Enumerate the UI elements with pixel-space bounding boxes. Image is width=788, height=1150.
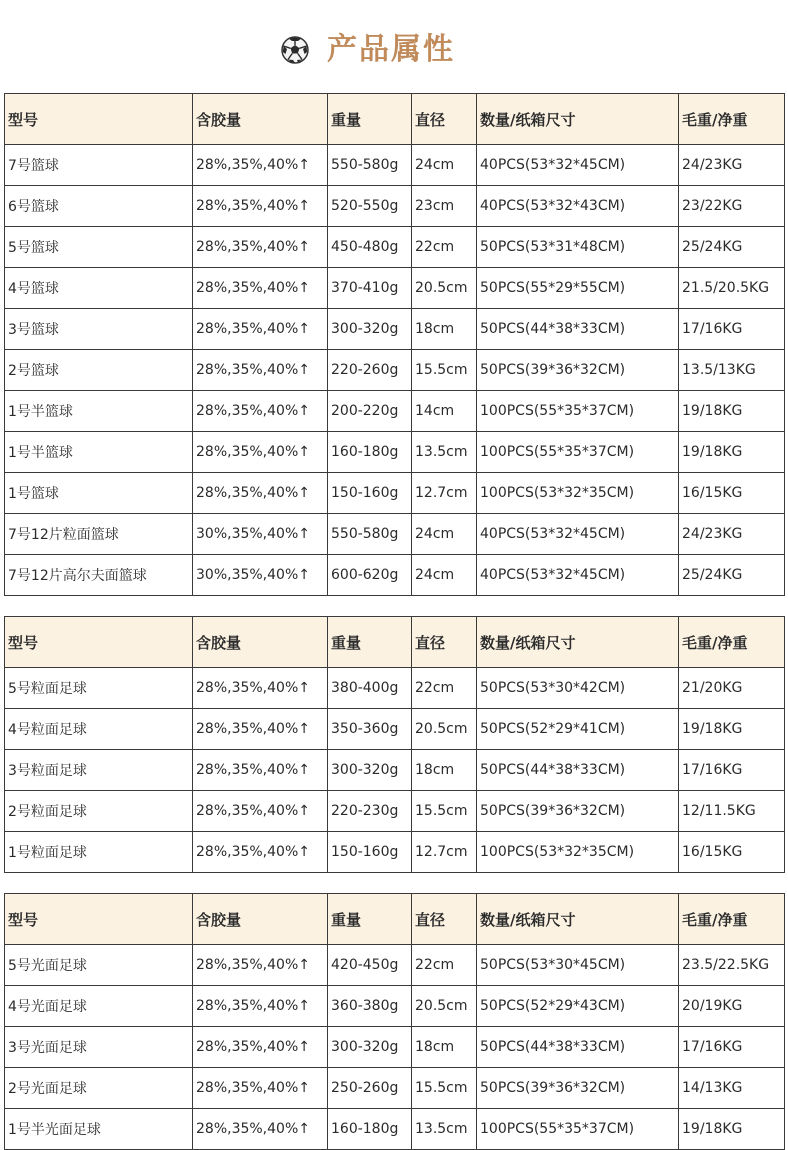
cell-model: 1号篮球 [5, 473, 193, 514]
cell-gross-net-weight: 12/11.5KG [679, 791, 785, 832]
table-row [5, 709, 785, 750]
column-header-rubber-content: 含胶量 [193, 894, 328, 945]
cell-weight: 420-450g [328, 945, 412, 986]
cell-diameter: 14cm [412, 391, 477, 432]
cell-rubber-content: 28%,35%,40%↑ [193, 1109, 328, 1150]
table-row [5, 750, 785, 791]
cell-qty-carton-size: 100PCS(55*35*37CM) [477, 1109, 679, 1150]
cell-gross-net-weight: 19/18KG [679, 391, 785, 432]
cell-diameter: 15.5cm [412, 1068, 477, 1109]
cell-qty-carton-size: 50PCS(44*38*33CM) [477, 309, 679, 350]
cell-qty-carton-size: 50PCS(39*36*32CM) [477, 1068, 679, 1109]
cell-model: 6号篮球 [5, 186, 193, 227]
table-header-row [5, 94, 785, 145]
table-row [5, 668, 785, 709]
cell-rubber-content: 28%,35%,40%↑ [193, 791, 328, 832]
cell-gross-net-weight: 17/16KG [679, 309, 785, 350]
cell-weight: 220-230g [328, 791, 412, 832]
cell-qty-carton-size: 50PCS(39*36*32CM) [477, 350, 679, 391]
cell-diameter: 24cm [412, 145, 477, 186]
cell-diameter: 20.5cm [412, 709, 477, 750]
table-row [5, 986, 785, 1027]
column-header-gross-net-weight: 毛重/净重 [679, 894, 785, 945]
cell-qty-carton-size: 40PCS(53*32*45CM) [477, 555, 679, 596]
cell-weight: 250-260g [328, 1068, 412, 1109]
cell-qty-carton-size: 50PCS(53*30*42CM) [477, 668, 679, 709]
cell-model: 4号光面足球 [5, 986, 193, 1027]
cell-gross-net-weight: 16/15KG [679, 473, 785, 514]
cell-rubber-content: 30%,35%,40%↑ [193, 555, 328, 596]
table-row [5, 832, 785, 873]
cell-rubber-content: 28%,35%,40%↑ [193, 668, 328, 709]
cell-rubber-content: 28%,35%,40%↑ [193, 750, 328, 791]
table-row [5, 350, 785, 391]
cell-rubber-content: 28%,35%,40%↑ [193, 832, 328, 873]
cell-diameter: 22cm [412, 227, 477, 268]
table-row [5, 514, 785, 555]
cell-model: 1号粒面足球 [5, 832, 193, 873]
cell-rubber-content: 28%,35%,40%↑ [193, 350, 328, 391]
column-header-weight: 重量 [328, 617, 412, 668]
cell-rubber-content: 28%,35%,40%↑ [193, 1027, 328, 1068]
cell-qty-carton-size: 50PCS(53*31*48CM) [477, 227, 679, 268]
cell-qty-carton-size: 100PCS(53*32*35CM) [477, 473, 679, 514]
cell-diameter: 12.7cm [412, 473, 477, 514]
table-row [5, 791, 785, 832]
cell-rubber-content: 28%,35%,40%↑ [193, 945, 328, 986]
cell-rubber-content: 28%,35%,40%↑ [193, 432, 328, 473]
cell-gross-net-weight: 21.5/20.5KG [679, 268, 785, 309]
cell-rubber-content: 28%,35%,40%↑ [193, 309, 328, 350]
cell-weight: 200-220g [328, 391, 412, 432]
table-row [5, 309, 785, 350]
cell-model: 2号粒面足球 [5, 791, 193, 832]
cell-gross-net-weight: 23.5/22.5KG [679, 945, 785, 986]
cell-weight: 550-580g [328, 145, 412, 186]
column-header-gross-net-weight: 毛重/净重 [679, 94, 785, 145]
cell-weight: 150-160g [328, 832, 412, 873]
cell-rubber-content: 28%,35%,40%↑ [193, 186, 328, 227]
cell-rubber-content: 28%,35%,40%↑ [193, 1068, 328, 1109]
cell-qty-carton-size: 50PCS(44*38*33CM) [477, 750, 679, 791]
cell-gross-net-weight: 14/13KG [679, 1068, 785, 1109]
cell-weight: 380-400g [328, 668, 412, 709]
cell-model: 7号12片高尔夫面篮球 [5, 555, 193, 596]
column-header-diameter: 直径 [412, 94, 477, 145]
cell-weight: 160-180g [328, 1109, 412, 1150]
cell-weight: 350-360g [328, 709, 412, 750]
column-header-weight: 重量 [328, 94, 412, 145]
cell-diameter: 15.5cm [412, 791, 477, 832]
cell-model: 5号光面足球 [5, 945, 193, 986]
cell-gross-net-weight: 19/18KG [679, 709, 785, 750]
column-header-rubber-content: 含胶量 [193, 94, 328, 145]
cell-gross-net-weight: 19/18KG [679, 1109, 785, 1150]
cell-model: 5号粒面足球 [5, 668, 193, 709]
cell-weight: 300-320g [328, 750, 412, 791]
column-header-gross-net-weight: 毛重/净重 [679, 617, 785, 668]
cell-model: 1号半篮球 [5, 432, 193, 473]
cell-qty-carton-size: 40PCS(53*32*45CM) [477, 514, 679, 555]
title-bar [0, 30, 788, 74]
cell-rubber-content: 28%,35%,40%↑ [193, 268, 328, 309]
cell-rubber-content: 28%,35%,40%↑ [193, 986, 328, 1027]
column-header-rubber-content: 含胶量 [193, 617, 328, 668]
cell-model: 4号篮球 [5, 268, 193, 309]
table-row [5, 555, 785, 596]
cell-gross-net-weight: 21/20KG [679, 668, 785, 709]
cell-diameter: 15.5cm [412, 350, 477, 391]
cell-rubber-content: 28%,35%,40%↑ [193, 709, 328, 750]
cell-diameter: 12.7cm [412, 832, 477, 873]
cell-diameter: 18cm [412, 309, 477, 350]
cell-model: 3号光面足球 [5, 1027, 193, 1068]
cell-rubber-content: 28%,35%,40%↑ [193, 391, 328, 432]
cell-diameter: 18cm [412, 1027, 477, 1068]
cell-weight: 370-410g [328, 268, 412, 309]
cell-model: 2号篮球 [5, 350, 193, 391]
table-header-row [5, 894, 785, 945]
cell-qty-carton-size: 50PCS(44*38*33CM) [477, 1027, 679, 1068]
cell-weight: 550-580g [328, 514, 412, 555]
cell-rubber-content: 28%,35%,40%↑ [193, 227, 328, 268]
cell-gross-net-weight: 16/15KG [679, 832, 785, 873]
cell-qty-carton-size: 100PCS(55*35*37CM) [477, 432, 679, 473]
cell-diameter: 20.5cm [412, 986, 477, 1027]
cell-gross-net-weight: 20/19KG [679, 986, 785, 1027]
column-header-qty-carton-size: 数量/纸箱尺寸 [477, 94, 679, 145]
cell-model: 4号粒面足球 [5, 709, 193, 750]
spec-table-grain-soccer [4, 616, 785, 873]
cell-weight: 360-380g [328, 986, 412, 1027]
cell-diameter: 22cm [412, 945, 477, 986]
cell-gross-net-weight: 25/24KG [679, 555, 785, 596]
cell-diameter: 23cm [412, 186, 477, 227]
cell-model: 7号篮球 [5, 145, 193, 186]
cell-model: 7号12片粒面篮球 [5, 514, 193, 555]
column-header-diameter: 直径 [412, 617, 477, 668]
table-header-row [5, 617, 785, 668]
cell-gross-net-weight: 25/24KG [679, 227, 785, 268]
column-header-diameter: 直径 [412, 894, 477, 945]
cell-qty-carton-size: 40PCS(53*32*45CM) [477, 145, 679, 186]
table-row [5, 227, 785, 268]
cell-gross-net-weight: 24/23KG [679, 514, 785, 555]
cell-model: 1号半光面足球 [5, 1109, 193, 1150]
cell-model: 5号篮球 [5, 227, 193, 268]
cell-gross-net-weight: 13.5/13KG [679, 350, 785, 391]
table-row [5, 1109, 785, 1150]
cell-model: 3号篮球 [5, 309, 193, 350]
soccer-ball-icon [281, 36, 309, 64]
cell-gross-net-weight: 19/18KG [679, 432, 785, 473]
cell-diameter: 24cm [412, 555, 477, 596]
table-row [5, 145, 785, 186]
table-row [5, 268, 785, 309]
cell-qty-carton-size: 50PCS(39*36*32CM) [477, 791, 679, 832]
page-title: 产品属性 [327, 32, 455, 67]
cell-weight: 600-620g [328, 555, 412, 596]
cell-qty-carton-size: 40PCS(53*32*43CM) [477, 186, 679, 227]
cell-rubber-content: 30%,35%,40%↑ [193, 514, 328, 555]
cell-weight: 160-180g [328, 432, 412, 473]
table-row [5, 1027, 785, 1068]
column-header-qty-carton-size: 数量/纸箱尺寸 [477, 894, 679, 945]
cell-qty-carton-size: 50PCS(53*30*45CM) [477, 945, 679, 986]
cell-gross-net-weight: 17/16KG [679, 1027, 785, 1068]
table-row [5, 186, 785, 227]
cell-gross-net-weight: 23/22KG [679, 186, 785, 227]
cell-qty-carton-size: 50PCS(52*29*41CM) [477, 709, 679, 750]
column-header-weight: 重量 [328, 894, 412, 945]
cell-weight: 220-260g [328, 350, 412, 391]
table-row [5, 1068, 785, 1109]
cell-weight: 300-320g [328, 309, 412, 350]
column-header-model: 型号 [5, 617, 193, 668]
cell-weight: 300-320g [328, 1027, 412, 1068]
cell-diameter: 18cm [412, 750, 477, 791]
cell-diameter: 24cm [412, 514, 477, 555]
cell-weight: 520-550g [328, 186, 412, 227]
spec-table-smooth-soccer [4, 893, 785, 1150]
column-header-model: 型号 [5, 894, 193, 945]
cell-rubber-content: 28%,35%,40%↑ [193, 473, 328, 514]
cell-model: 2号光面足球 [5, 1068, 193, 1109]
cell-qty-carton-size: 100PCS(53*32*35CM) [477, 832, 679, 873]
cell-gross-net-weight: 17/16KG [679, 750, 785, 791]
cell-diameter: 13.5cm [412, 432, 477, 473]
cell-diameter: 20.5cm [412, 268, 477, 309]
cell-diameter: 13.5cm [412, 1109, 477, 1150]
spec-table-basketball [4, 93, 785, 596]
cell-qty-carton-size: 50PCS(55*29*55CM) [477, 268, 679, 309]
cell-diameter: 22cm [412, 668, 477, 709]
cell-qty-carton-size: 50PCS(52*29*43CM) [477, 986, 679, 1027]
table-row [5, 432, 785, 473]
table-row [5, 473, 785, 514]
table-row [5, 945, 785, 986]
cell-model: 3号粒面足球 [5, 750, 193, 791]
cell-model: 1号半篮球 [5, 391, 193, 432]
cell-weight: 150-160g [328, 473, 412, 514]
cell-gross-net-weight: 24/23KG [679, 145, 785, 186]
cell-weight: 450-480g [328, 227, 412, 268]
cell-rubber-content: 28%,35%,40%↑ [193, 145, 328, 186]
table-row [5, 391, 785, 432]
column-header-qty-carton-size: 数量/纸箱尺寸 [477, 617, 679, 668]
cell-qty-carton-size: 100PCS(55*35*37CM) [477, 391, 679, 432]
column-header-model: 型号 [5, 94, 193, 145]
